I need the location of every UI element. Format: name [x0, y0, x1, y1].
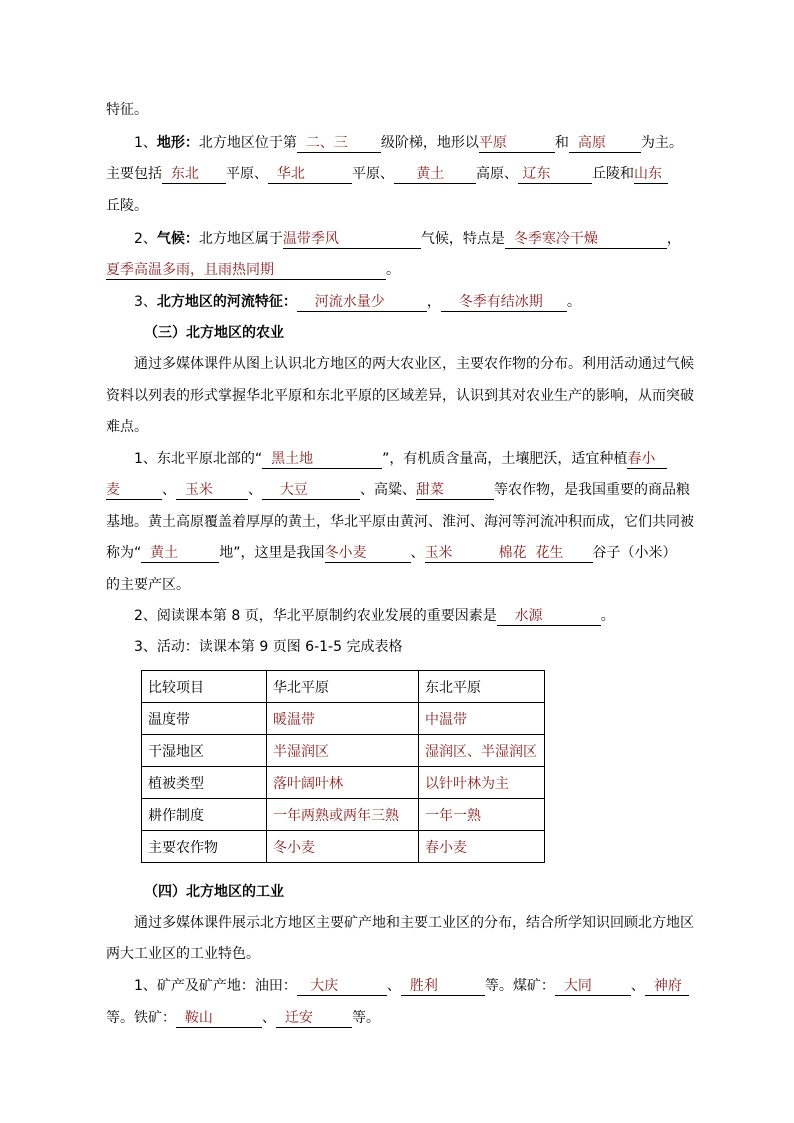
- answer-blank: 平原: [479, 134, 555, 153]
- table-cell-answer: 春小麦: [419, 831, 545, 863]
- answer-blank: 黑土地: [262, 450, 382, 469]
- text-line: 特征。: [106, 102, 148, 118]
- agri-item1-line-2: 麦 、 玉米 、 大豆 、高粱、甜菜 等农作物，是我国重要的商品粮: [106, 482, 690, 498]
- answer-blank: 甜菜: [416, 481, 494, 500]
- table-cell: 主要农作物: [142, 831, 267, 863]
- table-cell-answer: 一年两熟或两年三熟: [267, 799, 419, 831]
- answer-blank: 鞍山: [176, 1009, 262, 1028]
- table-cell: 温度带: [142, 703, 267, 735]
- paragraph-line: 难点。: [106, 419, 148, 435]
- answer-blank: 水源: [497, 607, 601, 626]
- answer-blank: 玉米: [425, 544, 499, 563]
- table-cell-answer: 半湿润区: [267, 735, 419, 767]
- answer-blank: 山东: [634, 165, 668, 184]
- terrain-line-1: 1、地形：北方地区位于第 二、三 级阶梯，地形以平原 和 高原 为主。: [134, 135, 683, 151]
- climate-line-1: 2、气候：北方地区属于温带季风 气候，特点是 冬季寒冷干燥 ，: [134, 231, 681, 247]
- answer-blank: 高原: [569, 134, 641, 153]
- section-heading-agriculture: （三）北方地区的农业: [144, 325, 284, 341]
- table-header-cell: 华北平原: [267, 671, 419, 703]
- terrain-line-3: 丘陵。: [106, 198, 148, 214]
- table-cell-answer: 中温带: [419, 703, 545, 735]
- climate-line-2: 夏季高温多雨，且雨热同期 。: [106, 262, 400, 278]
- table-cell: 干湿地区: [142, 735, 267, 767]
- table-cell-answer: 冬小麦: [267, 831, 419, 863]
- table-cell-answer: 落叶阔叶林: [267, 767, 419, 799]
- table-header-cell: 比较项目: [142, 671, 267, 703]
- comparison-table: [141, 670, 545, 863]
- answer-blank: 东北: [162, 165, 226, 184]
- paragraph-line: 两大工业区的工业特色。: [106, 946, 260, 962]
- table-header-cell: 东北平原: [419, 671, 545, 703]
- answer-blank: 华北: [268, 165, 352, 184]
- answer-blank: 春小: [627, 450, 667, 469]
- answer-blank: 夏季高温多雨，且雨热同期: [106, 261, 386, 280]
- answer-blank: 黄土: [394, 165, 476, 184]
- paragraph-line: 通过多媒体课件展示北方地区主要矿产地和主要工业区的分布，结合所学知识回顾北方地区: [134, 915, 694, 931]
- answer-blank: 迁安: [276, 1009, 352, 1028]
- table-cell-answer: 以针叶林为主: [419, 767, 545, 799]
- table-cell-answer: 暖温带: [267, 703, 419, 735]
- industry-item1-line-1: 1、矿产及矿产地：油田： 大庆 、 胜利 等。煤矿： 大同 、 神府: [134, 976, 718, 996]
- agri-item1-line-4: 称为“ 黄土 地”，这里是我国冬小麦 、玉米 棉花 花生 谷子（小米）: [106, 545, 677, 561]
- answer-blank: 大豆: [262, 481, 360, 500]
- paragraph-line: 资料以列表的形式掌握华北平原和东北平原的区域差异，认识到其对农业生产的影响，从而突破: [106, 388, 694, 404]
- table-row: [142, 831, 545, 863]
- agri-item1-line-3: 基地。黄土高原覆盖着厚厚的黄土，华北平原由黄河、淮河、海河等河流冲积而成，它们共同被: [106, 514, 694, 530]
- river-line: 3、北方地区的河流特征： 河流水量少 ， 冬季有结冰期 。: [134, 294, 581, 310]
- answer-blank: 麦: [106, 481, 162, 500]
- table-header-row: [142, 671, 545, 703]
- table-cell: 耕作制度: [142, 799, 267, 831]
- agri-item3-line: 3、活动：读课本第 9 页图 6-1-5 完成表格: [134, 639, 403, 655]
- answer-blank: 黄土: [141, 544, 219, 563]
- paragraph-line: 通过多媒体课件从图上认识北方地区的两大农业区，主要农作物的分布。利用活动通过气候: [134, 356, 694, 372]
- answer-blank: 冬小麦: [325, 544, 411, 563]
- table-row: [142, 735, 545, 767]
- table-row: [142, 703, 545, 735]
- answer-blank: 二、三: [297, 134, 381, 153]
- table-cell-answer: 一年一熟: [419, 799, 545, 831]
- section-heading-industry: （四）北方地区的工业: [144, 884, 284, 900]
- answer-blank: 神府: [645, 977, 689, 996]
- answer-blank: 胜利: [401, 977, 485, 996]
- answer-blank: 大同: [555, 977, 631, 996]
- answer-blank: 温带季风: [283, 230, 421, 249]
- answer-blank: 河流水量少: [297, 293, 427, 312]
- industry-item1-line-2: 等。铁矿： 鞍山 、 迁安 等。: [106, 1010, 380, 1026]
- answer-blank: 冬季寒冷干燥: [505, 230, 667, 249]
- table-row: [142, 799, 545, 831]
- answer-blank: 大庆: [297, 977, 387, 996]
- agri-item1-line-1: 1、东北平原北部的“ 黑土地 ”，有机质含量高，土壤肥沃，适宜种植春小: [134, 449, 718, 469]
- table-row: [142, 767, 545, 799]
- table-cell-answer: 湿润区、半湿润区: [419, 735, 545, 767]
- answer-blank: 棉花 花生: [499, 544, 593, 563]
- agri-item1-line-5: 的主要产区。: [106, 577, 190, 593]
- answer-blank: 冬季有结冰期: [441, 293, 567, 312]
- answer-blank: 玉米: [176, 481, 248, 500]
- answer-blank: 辽东: [518, 165, 592, 184]
- table-cell: 植被类型: [142, 767, 267, 799]
- terrain-line-2: 主要包括 东北 平原、 华北 平原、 黄土 高原、 辽东 丘陵和山东: [106, 164, 690, 184]
- agri-item2-line: 2、阅读课本第 8 页，华北平原制约农业发展的重要因素是 水源 。: [134, 608, 615, 624]
